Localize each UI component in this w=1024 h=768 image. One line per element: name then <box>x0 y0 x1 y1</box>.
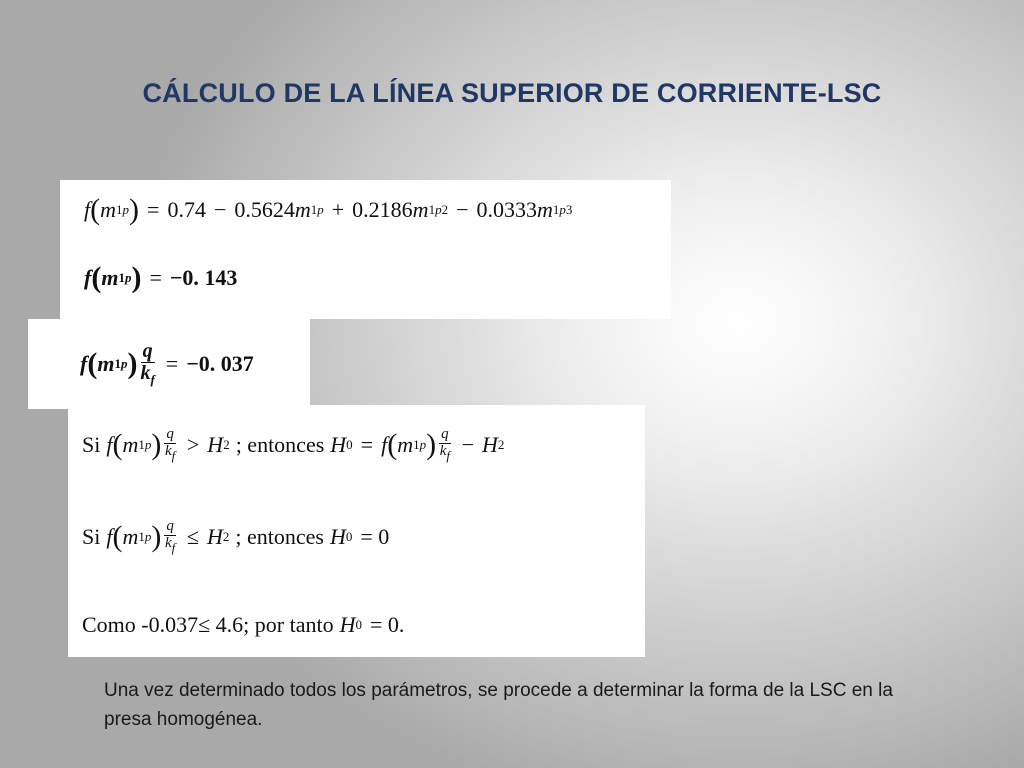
conclusion-line: Como -0.037≤ 4.6; por tanto H 0 = 0. <box>82 612 405 637</box>
equation-box-flow <box>28 319 310 409</box>
equation-f-value: f ( m 1p ) = −0. 143 <box>84 261 238 294</box>
equation-box-conditions <box>68 405 645 657</box>
slide-title: CÁLCULO DE LA LÍNEA SUPERIOR DE CORRIENTE-LSC <box>142 78 882 108</box>
condition-greater: Si f ( m 1p ) $\frac{q}{k_f}$ > H 2 ; entonces H 0 = f ( m 1p ) $\frac{q}{k_f}$ − H 2 <box>82 426 505 464</box>
equation-polynomial: f ( m 1p ) = 0.74 − 0.5624 m 1p + 0.2186 m 1p 2 − 0.0333 m 1p 3 <box>84 193 573 226</box>
equation-flow-value: f ( m 1p ) $\frac{q}{k_f}$ = −0. 037 <box>80 340 254 388</box>
equation-box-polynomial <box>60 180 671 319</box>
slide-caption: Una vez determinado todos los parámetros, se procede a determinar la forma de la LSC en la presa homogénea. <box>104 680 893 730</box>
fraction-q-over-kf: $\frac{q}{k_f}$ <box>140 340 155 388</box>
condition-less-equal: Si f ( m 1p ) $\frac{q}{k_f}$ ≤ H 2 ; entonces H 0 = 0 <box>82 518 390 556</box>
